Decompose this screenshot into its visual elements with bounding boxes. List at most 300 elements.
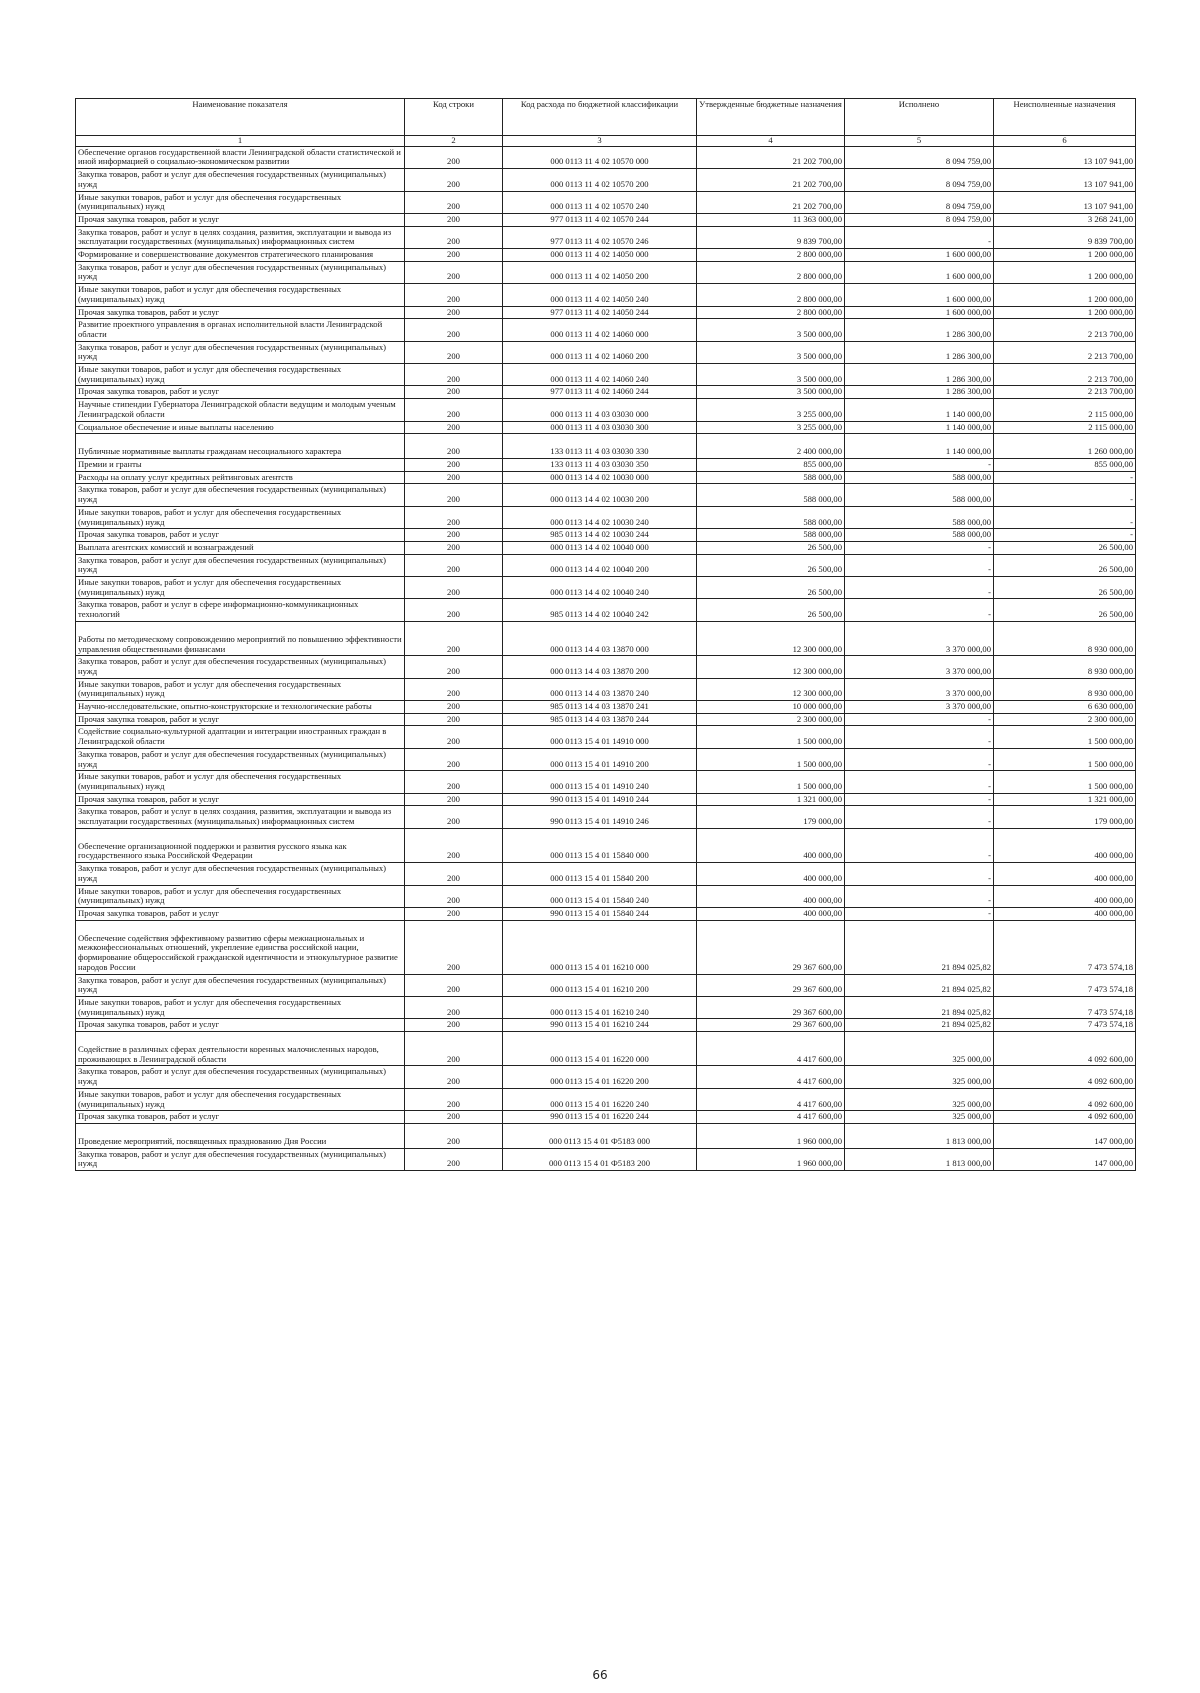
row-approved-amount: 3 500 000,00 [697, 364, 845, 386]
table-row [76, 863, 1136, 885]
row-line-code: 200 [405, 996, 503, 1018]
row-approved-amount: 2 300 000,00 [697, 713, 845, 726]
row-executed-amount: - [845, 713, 994, 726]
row-approved-amount: 855 000,00 [697, 458, 845, 471]
row-classification-code: 000 0113 14 4 02 10030 200 [503, 484, 697, 506]
row-unexecuted-amount: 7 473 574,18 [994, 996, 1136, 1018]
table-row [76, 748, 1136, 770]
row-name: Публичные нормативные выплаты гражданам несоциального характера [76, 434, 405, 459]
row-name: Иные закупки товаров, работ и услуг для обеспечения государственных (муниципальных) нужд [76, 364, 405, 386]
row-approved-amount: 21 202 700,00 [697, 146, 845, 168]
row-classification-code: 990 0113 15 4 01 16210 244 [503, 1019, 697, 1032]
row-approved-amount: 26 500,00 [697, 599, 845, 621]
row-classification-code: 000 0113 14 4 02 10030 240 [503, 506, 697, 528]
row-line-code: 200 [405, 399, 503, 421]
row-classification-code: 000 0113 15 4 01 16220 000 [503, 1032, 697, 1066]
row-unexecuted-amount: 400 000,00 [994, 863, 1136, 885]
row-approved-amount: 26 500,00 [697, 577, 845, 599]
row-classification-code: 000 0113 15 4 01 16210 240 [503, 996, 697, 1018]
column-number: 2 [405, 136, 503, 147]
column-number: 1 [76, 136, 405, 147]
row-line-code: 200 [405, 908, 503, 921]
row-unexecuted-amount: 26 500,00 [994, 577, 1136, 599]
row-unexecuted-amount: 13 107 941,00 [994, 169, 1136, 191]
row-classification-code: 000 0113 15 4 01 Ф5183 200 [503, 1148, 697, 1170]
row-unexecuted-amount: 7 473 574,18 [994, 1019, 1136, 1032]
table-row [76, 226, 1136, 248]
row-line-code: 200 [405, 554, 503, 576]
row-approved-amount: 11 363 000,00 [697, 213, 845, 226]
row-line-code: 200 [405, 191, 503, 213]
row-line-code: 200 [405, 1032, 503, 1066]
row-line-code: 200 [405, 213, 503, 226]
row-classification-code: 000 0113 15 4 01 14910 200 [503, 748, 697, 770]
header-indicator-name: Наименование показателя [76, 99, 405, 136]
column-number: 6 [994, 136, 1136, 147]
row-name: Закупка товаров, работ и услуг для обеспечения государственных (муниципальных) нужд [76, 341, 405, 363]
row-approved-amount: 3 500 000,00 [697, 319, 845, 341]
row-line-code: 200 [405, 458, 503, 471]
row-executed-amount: 588 000,00 [845, 506, 994, 528]
table-row [76, 146, 1136, 168]
row-unexecuted-amount: 7 473 574,18 [994, 974, 1136, 996]
row-executed-amount: - [845, 885, 994, 907]
row-approved-amount: 400 000,00 [697, 908, 845, 921]
row-line-code: 200 [405, 506, 503, 528]
row-approved-amount: 29 367 600,00 [697, 974, 845, 996]
row-classification-code: 000 0113 14 4 02 10040 000 [503, 541, 697, 554]
row-line-code: 200 [405, 599, 503, 621]
row-unexecuted-amount: 2 213 700,00 [994, 386, 1136, 399]
row-unexecuted-amount: - [994, 506, 1136, 528]
row-executed-amount: - [845, 599, 994, 621]
row-line-code: 200 [405, 249, 503, 262]
column-number-row [76, 136, 1136, 147]
row-executed-amount: 3 370 000,00 [845, 621, 994, 655]
row-name: Прочая закупка товаров, работ и услуг [76, 1019, 405, 1032]
row-name: Работы по методическому сопровождению мероприятий по повышению эффективности управления общественными финансами [76, 621, 405, 655]
row-unexecuted-amount: 3 268 241,00 [994, 213, 1136, 226]
row-approved-amount: 4 417 600,00 [697, 1088, 845, 1110]
row-classification-code: 990 0113 15 4 01 14910 246 [503, 806, 697, 828]
row-executed-amount: 325 000,00 [845, 1032, 994, 1066]
row-approved-amount: 26 500,00 [697, 541, 845, 554]
row-name: Социальное обеспечение и иные выплаты населению [76, 421, 405, 434]
row-approved-amount: 1 500 000,00 [697, 726, 845, 748]
table-row [76, 1088, 1136, 1110]
row-approved-amount: 1 500 000,00 [697, 748, 845, 770]
row-line-code: 200 [405, 726, 503, 748]
table-row [76, 1019, 1136, 1032]
row-classification-code: 000 0113 11 4 03 03030 300 [503, 421, 697, 434]
row-unexecuted-amount: 400 000,00 [994, 908, 1136, 921]
row-unexecuted-amount: 6 630 000,00 [994, 701, 1136, 714]
table-row [76, 701, 1136, 714]
row-line-code: 200 [405, 771, 503, 793]
row-line-code: 200 [405, 364, 503, 386]
row-executed-amount: 21 894 025,82 [845, 1019, 994, 1032]
row-unexecuted-amount: 1 321 000,00 [994, 793, 1136, 806]
row-line-code: 200 [405, 319, 503, 341]
row-executed-amount: 588 000,00 [845, 471, 994, 484]
row-approved-amount: 4 417 600,00 [697, 1066, 845, 1088]
row-name: Содействие социально-культурной адаптации и интеграции иностранных граждан в Ленинградской области [76, 726, 405, 748]
row-unexecuted-amount: 2 213 700,00 [994, 319, 1136, 341]
column-number: 4 [697, 136, 845, 147]
row-line-code: 200 [405, 1066, 503, 1088]
row-unexecuted-amount: 26 500,00 [994, 554, 1136, 576]
row-classification-code: 000 0113 15 4 01 14910 240 [503, 771, 697, 793]
row-name: Иные закупки товаров, работ и услуг для обеспечения государственных (муниципальных) нужд [76, 771, 405, 793]
row-name: Закупка товаров, работ и услуг в целях создания, развития, эксплуатации и вывода из эксплуатации государственных (муниципальных) информационных систем [76, 226, 405, 248]
row-approved-amount: 26 500,00 [697, 554, 845, 576]
row-approved-amount: 1 960 000,00 [697, 1148, 845, 1170]
row-unexecuted-amount: 400 000,00 [994, 885, 1136, 907]
table-row [76, 319, 1136, 341]
table-row [76, 386, 1136, 399]
row-unexecuted-amount: 1 500 000,00 [994, 726, 1136, 748]
table-row [76, 726, 1136, 748]
row-classification-code: 000 0113 14 4 02 10030 000 [503, 471, 697, 484]
row-name: Закупка товаров, работ и услуг для обеспечения государственных (муниципальных) нужд [76, 261, 405, 283]
row-name: Иные закупки товаров, работ и услуг для обеспечения государственных (муниципальных) нужд [76, 885, 405, 907]
row-name: Закупка товаров, работ и услуг в целях создания, развития, эксплуатации и вывода из эксплуатации государственных (муниципальных) информационных систем [76, 806, 405, 828]
row-classification-code: 000 0113 11 4 02 14050 000 [503, 249, 697, 262]
row-approved-amount: 12 300 000,00 [697, 656, 845, 678]
row-executed-amount: 1 813 000,00 [845, 1123, 994, 1148]
row-name: Иные закупки товаров, работ и услуг для обеспечения государственных (муниципальных) нужд [76, 191, 405, 213]
row-classification-code: 985 0113 14 4 03 13870 244 [503, 713, 697, 726]
row-line-code: 200 [405, 748, 503, 770]
row-line-code: 200 [405, 678, 503, 700]
row-approved-amount: 21 202 700,00 [697, 191, 845, 213]
row-approved-amount: 400 000,00 [697, 885, 845, 907]
row-approved-amount: 588 000,00 [697, 484, 845, 506]
row-line-code: 200 [405, 701, 503, 714]
row-line-code: 200 [405, 261, 503, 283]
row-approved-amount: 12 300 000,00 [697, 678, 845, 700]
row-name: Выплата агентских комиссий и вознаграждений [76, 541, 405, 554]
row-classification-code: 977 0113 11 4 02 14060 244 [503, 386, 697, 399]
row-unexecuted-amount: 2 213 700,00 [994, 341, 1136, 363]
row-unexecuted-amount: 1 200 000,00 [994, 249, 1136, 262]
row-executed-amount: 325 000,00 [845, 1111, 994, 1124]
row-executed-amount: 1 140 000,00 [845, 434, 994, 459]
row-approved-amount: 3 255 000,00 [697, 421, 845, 434]
header-classification-code: Код расхода по бюджетной классификации [503, 99, 697, 136]
header-approved: Утвержденные бюджетные назначения [697, 99, 845, 136]
row-classification-code: 000 0113 11 4 02 14060 000 [503, 319, 697, 341]
row-name: Формирование и совершенствование документов стратегического планирования [76, 249, 405, 262]
row-classification-code: 990 0113 15 4 01 16220 244 [503, 1111, 697, 1124]
row-name: Прочая закупка товаров, работ и услуг [76, 529, 405, 542]
row-approved-amount: 1 321 000,00 [697, 793, 845, 806]
row-line-code: 200 [405, 386, 503, 399]
row-line-code: 200 [405, 1088, 503, 1110]
row-unexecuted-amount: 8 930 000,00 [994, 678, 1136, 700]
table-row [76, 399, 1136, 421]
row-classification-code: 977 0113 11 4 02 14050 244 [503, 306, 697, 319]
table-row [76, 806, 1136, 828]
row-approved-amount: 2 800 000,00 [697, 249, 845, 262]
row-approved-amount: 1 960 000,00 [697, 1123, 845, 1148]
row-executed-amount: 1 600 000,00 [845, 249, 994, 262]
row-line-code: 200 [405, 713, 503, 726]
row-executed-amount: - [845, 806, 994, 828]
row-approved-amount: 1 500 000,00 [697, 771, 845, 793]
table-row [76, 920, 1136, 974]
column-number: 5 [845, 136, 994, 147]
row-classification-code: 985 0113 14 4 02 10040 242 [503, 599, 697, 621]
row-executed-amount: 1 286 300,00 [845, 319, 994, 341]
row-approved-amount: 12 300 000,00 [697, 621, 845, 655]
row-executed-amount: - [845, 226, 994, 248]
row-line-code: 200 [405, 341, 503, 363]
row-classification-code: 000 0113 11 4 02 14060 240 [503, 364, 697, 386]
row-classification-code: 133 0113 11 4 03 03030 350 [503, 458, 697, 471]
table-row [76, 249, 1136, 262]
row-line-code: 200 [405, 529, 503, 542]
table-row [76, 621, 1136, 655]
row-name: Содействие в различных сферах деятельности коренных малочисленных народов, проживающих в Ленинградской области [76, 1032, 405, 1066]
table-row [76, 191, 1136, 213]
row-name: Прочая закупка товаров, работ и услуг [76, 1111, 405, 1124]
row-line-code: 200 [405, 974, 503, 996]
row-unexecuted-amount: 2 300 000,00 [994, 713, 1136, 726]
table-row [76, 1123, 1136, 1148]
row-executed-amount: 21 894 025,82 [845, 974, 994, 996]
row-name: Иные закупки товаров, работ и услуг для обеспечения государственных (муниципальных) нужд [76, 996, 405, 1018]
row-name: Обеспечение органов государственной власти Ленинградской области статистической и иной информацией о социально-экономическом развитии [76, 146, 405, 168]
table-body [76, 146, 1136, 1170]
row-executed-amount: 1 140 000,00 [845, 399, 994, 421]
row-executed-amount: 325 000,00 [845, 1066, 994, 1088]
row-approved-amount: 10 000 000,00 [697, 701, 845, 714]
row-line-code: 200 [405, 577, 503, 599]
row-approved-amount: 588 000,00 [697, 471, 845, 484]
row-classification-code: 000 0113 11 4 02 14060 200 [503, 341, 697, 363]
row-line-code: 200 [405, 806, 503, 828]
row-name: Прочая закупка товаров, работ и услуг [76, 306, 405, 319]
row-executed-amount: 3 370 000,00 [845, 701, 994, 714]
table-row [76, 421, 1136, 434]
header-executed: Исполнено [845, 99, 994, 136]
budget-table [75, 98, 1136, 1171]
row-unexecuted-amount: 2 115 000,00 [994, 399, 1136, 421]
table-row [76, 306, 1136, 319]
table-row [76, 506, 1136, 528]
row-unexecuted-amount: 1 200 000,00 [994, 284, 1136, 306]
row-name: Прочая закупка товаров, работ и услуг [76, 713, 405, 726]
budget-sheet [75, 98, 1135, 1171]
row-classification-code: 000 0113 15 4 01 16210 000 [503, 920, 697, 974]
row-approved-amount: 588 000,00 [697, 506, 845, 528]
row-classification-code: 000 0113 15 4 01 15840 240 [503, 885, 697, 907]
row-unexecuted-amount: 1 500 000,00 [994, 748, 1136, 770]
table-row [76, 471, 1136, 484]
row-executed-amount: - [845, 748, 994, 770]
row-approved-amount: 3 255 000,00 [697, 399, 845, 421]
row-classification-code: 000 0113 14 4 03 13870 240 [503, 678, 697, 700]
row-classification-code: 000 0113 11 4 03 03030 000 [503, 399, 697, 421]
row-classification-code: 990 0113 15 4 01 14910 244 [503, 793, 697, 806]
row-classification-code: 000 0113 15 4 01 16210 200 [503, 974, 697, 996]
row-unexecuted-amount: 1 200 000,00 [994, 261, 1136, 283]
row-classification-code: 985 0113 14 4 03 13870 241 [503, 701, 697, 714]
table-row [76, 1032, 1136, 1066]
table-row [76, 908, 1136, 921]
row-executed-amount: 8 094 759,00 [845, 213, 994, 226]
row-classification-code: 000 0113 15 4 01 16220 200 [503, 1066, 697, 1088]
row-executed-amount: 588 000,00 [845, 484, 994, 506]
row-name: Иные закупки товаров, работ и услуг для обеспечения государственных (муниципальных) нужд [76, 577, 405, 599]
row-unexecuted-amount: 855 000,00 [994, 458, 1136, 471]
table-row [76, 996, 1136, 1018]
table-row [76, 284, 1136, 306]
table-row [76, 793, 1136, 806]
row-name: Прочая закупка товаров, работ и услуг [76, 793, 405, 806]
row-executed-amount: - [845, 541, 994, 554]
table-row [76, 656, 1136, 678]
row-unexecuted-amount: 4 092 600,00 [994, 1032, 1136, 1066]
row-name: Иные закупки товаров, работ и услуг для обеспечения государственных (муниципальных) нужд [76, 1088, 405, 1110]
table-row [76, 885, 1136, 907]
row-name: Научно-исследовательские, опытно-конструкторские и технологические работы [76, 701, 405, 714]
row-line-code: 200 [405, 828, 503, 862]
row-unexecuted-amount: 179 000,00 [994, 806, 1136, 828]
row-line-code: 200 [405, 169, 503, 191]
row-executed-amount: 1 140 000,00 [845, 421, 994, 434]
row-unexecuted-amount: 26 500,00 [994, 599, 1136, 621]
row-executed-amount: - [845, 793, 994, 806]
row-unexecuted-amount: 1 260 000,00 [994, 434, 1136, 459]
table-row [76, 364, 1136, 386]
row-classification-code: 000 0113 11 4 02 14050 200 [503, 261, 697, 283]
row-executed-amount: 588 000,00 [845, 529, 994, 542]
row-line-code: 200 [405, 1148, 503, 1170]
row-classification-code: 000 0113 15 4 01 15840 200 [503, 863, 697, 885]
row-executed-amount: 1 813 000,00 [845, 1148, 994, 1170]
row-approved-amount: 3 500 000,00 [697, 341, 845, 363]
table-row [76, 577, 1136, 599]
row-executed-amount: 1 600 000,00 [845, 261, 994, 283]
row-name: Премии и гранты [76, 458, 405, 471]
column-number: 3 [503, 136, 697, 147]
row-unexecuted-amount: 8 930 000,00 [994, 621, 1136, 655]
row-line-code: 200 [405, 1123, 503, 1148]
row-unexecuted-amount: 1 500 000,00 [994, 771, 1136, 793]
row-name: Закупка товаров, работ и услуг для обеспечения государственных (муниципальных) нужд [76, 1148, 405, 1170]
row-classification-code: 000 0113 14 4 03 13870 200 [503, 656, 697, 678]
row-approved-amount: 9 839 700,00 [697, 226, 845, 248]
row-name: Иные закупки товаров, работ и услуг для обеспечения государственных (муниципальных) нужд [76, 284, 405, 306]
row-executed-amount: - [845, 458, 994, 471]
row-unexecuted-amount: - [994, 529, 1136, 542]
table-row [76, 213, 1136, 226]
row-name: Закупка товаров, работ и услуг для обеспечения государственных (муниципальных) нужд [76, 1066, 405, 1088]
row-approved-amount: 400 000,00 [697, 828, 845, 862]
row-executed-amount: - [845, 771, 994, 793]
row-executed-amount: - [845, 863, 994, 885]
row-name: Иные закупки товаров, работ и услуг для обеспечения государственных (муниципальных) нужд [76, 506, 405, 528]
row-classification-code: 000 0113 15 4 01 Ф5183 000 [503, 1123, 697, 1148]
row-approved-amount: 2 800 000,00 [697, 284, 845, 306]
row-classification-code: 000 0113 15 4 01 14910 000 [503, 726, 697, 748]
row-unexecuted-amount: 400 000,00 [994, 828, 1136, 862]
row-unexecuted-amount: 1 200 000,00 [994, 306, 1136, 319]
row-executed-amount: 21 894 025,82 [845, 996, 994, 1018]
row-name: Закупка товаров, работ и услуг для обеспечения государственных (муниципальных) нужд [76, 974, 405, 996]
row-executed-amount: - [845, 554, 994, 576]
row-approved-amount: 29 367 600,00 [697, 996, 845, 1018]
page-number: 66 [592, 1668, 608, 1682]
header-line-code: Код строки [405, 99, 503, 136]
row-classification-code: 000 0113 11 4 02 10570 000 [503, 146, 697, 168]
row-line-code: 200 [405, 621, 503, 655]
row-name: Закупка товаров, работ и услуг для обеспечения государственных (муниципальных) нужд [76, 554, 405, 576]
row-unexecuted-amount: 147 000,00 [994, 1123, 1136, 1148]
table-row [76, 434, 1136, 459]
row-line-code: 200 [405, 484, 503, 506]
row-classification-code: 000 0113 14 4 02 10040 240 [503, 577, 697, 599]
row-line-code: 200 [405, 885, 503, 907]
row-classification-code: 985 0113 14 4 02 10030 244 [503, 529, 697, 542]
row-classification-code: 977 0113 11 4 02 10570 244 [503, 213, 697, 226]
row-name: Закупка товаров, работ и услуг для обеспечения государственных (муниципальных) нужд [76, 863, 405, 885]
row-executed-amount: 325 000,00 [845, 1088, 994, 1110]
table-row [76, 771, 1136, 793]
row-unexecuted-amount: - [994, 471, 1136, 484]
row-line-code: 200 [405, 471, 503, 484]
row-name: Закупка товаров, работ и услуг в сфере информационно-коммуникационных технологий [76, 599, 405, 621]
row-line-code: 200 [405, 1111, 503, 1124]
row-executed-amount: - [845, 726, 994, 748]
row-unexecuted-amount: 13 107 941,00 [994, 191, 1136, 213]
table-row [76, 599, 1136, 621]
row-approved-amount: 29 367 600,00 [697, 1019, 845, 1032]
row-line-code: 200 [405, 1019, 503, 1032]
row-name: Закупка товаров, работ и услуг для обеспечения государственных (муниципальных) нужд [76, 656, 405, 678]
row-line-code: 200 [405, 306, 503, 319]
row-line-code: 200 [405, 226, 503, 248]
table-row [76, 1111, 1136, 1124]
table-row [76, 554, 1136, 576]
row-line-code: 200 [405, 656, 503, 678]
row-name: Обеспечение содействия эффективному развитию сферы межнациональных и межконфессиональных отношений, укрепление единства российской нации, формирование общероссийской гражданской идентичности и этнокультурное развитие народов России [76, 920, 405, 974]
row-name: Обеспечение организационной поддержки и развития русского языка как государственного языка Российской Федерации [76, 828, 405, 862]
table-row [76, 541, 1136, 554]
row-approved-amount: 21 202 700,00 [697, 169, 845, 191]
table-row [76, 1148, 1136, 1170]
row-classification-code: 000 0113 11 4 02 14050 240 [503, 284, 697, 306]
row-classification-code: 000 0113 11 4 02 10570 200 [503, 169, 697, 191]
row-approved-amount: 588 000,00 [697, 529, 845, 542]
row-executed-amount: 8 094 759,00 [845, 146, 994, 168]
row-executed-amount: 8 094 759,00 [845, 191, 994, 213]
row-classification-code: 000 0113 11 4 02 10570 240 [503, 191, 697, 213]
table-row [76, 261, 1136, 283]
row-unexecuted-amount: 4 092 600,00 [994, 1111, 1136, 1124]
table-row [76, 678, 1136, 700]
row-name: Проведение мероприятий, посвященных празднованию Дня России [76, 1123, 405, 1148]
row-line-code: 200 [405, 541, 503, 554]
row-line-code: 200 [405, 920, 503, 974]
table-row [76, 974, 1136, 996]
row-executed-amount: 21 894 025,82 [845, 920, 994, 974]
row-unexecuted-amount: 13 107 941,00 [994, 146, 1136, 168]
table-row [76, 169, 1136, 191]
row-executed-amount: 1 286 300,00 [845, 341, 994, 363]
